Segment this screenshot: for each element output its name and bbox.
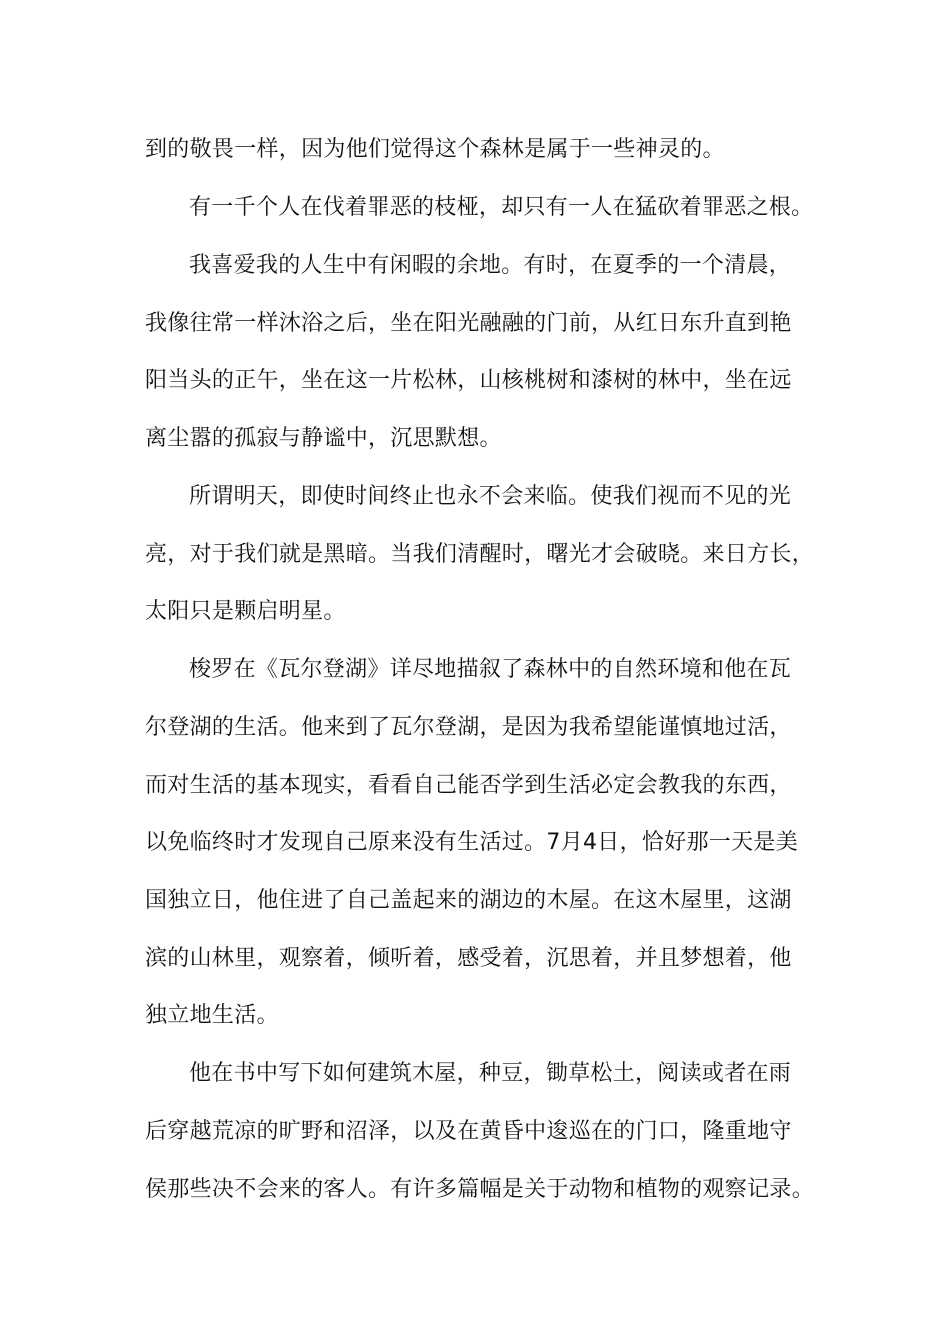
text-line: 梭罗在《瓦尔登湖》详尽地描叙了森林中的自然环境和他在瓦: [189, 657, 792, 682]
text-line: 侯那些决不会来的客人。有许多篇幅是关于动物和植物的观察记录。: [145, 1177, 815, 1202]
text-line: 我喜爱我的人生中有闲暇的余地。有时，在夏季的一个清晨，: [189, 253, 792, 278]
text-line: 阳当头的正午，坐在这一片松林，山核桃树和漆树的林中，坐在远: [145, 368, 792, 393]
text-line: 滨的山林里，观察着，倾听着，感受着，沉思着，并且梦想着，他: [145, 946, 792, 971]
text-line: 亮，对于我们就是黑暗。当我们清醒时，曙光才会破晓。来日方长，: [145, 542, 815, 567]
text-line: 太阳只是颗启明星。: [145, 599, 346, 624]
text-line: 我像往常一样沐浴之后，坐在阳光融融的门前，从红日东升直到艳: [145, 311, 792, 336]
text-line: 国独立日，他住进了自己盖起来的湖边的木屋。在这木屋里，这湖: [145, 888, 792, 913]
text-line: 而对生活的基本现实，看看自己能否学到生活必定会教我的东西，: [145, 773, 792, 798]
text-line: 离尘嚣的孤寂与静谧中，沉思默想。: [145, 426, 502, 451]
text-line: 以免临终时才发现自己原来没有生活过。7月4日，恰好那一天是美: [145, 830, 798, 855]
text-line: 有一千个人在伐着罪恶的枝桠，却只有一人在猛砍着罪恶之根。: [189, 195, 814, 220]
text-line: 他在书中写下如何建筑木屋，种豆，锄草松土，阅读或者在雨: [189, 1061, 792, 1086]
text-line: 后穿越荒凉的旷野和沼泽，以及在黄昏中逡巡在的门口，隆重地守: [145, 1119, 792, 1144]
text-line: 到的敬畏一样，因为他们觉得这个森林是属于一些神灵的。: [145, 137, 725, 162]
text-line: 所谓明天，即使时间终止也永不会来临。使我们视而不见的光: [189, 484, 792, 509]
text-line: 独立地生活。: [145, 1003, 279, 1028]
text-line: 尔登湖的生活。他来到了瓦尔登湖，是因为我希望能谨慎地过活，: [145, 715, 792, 740]
